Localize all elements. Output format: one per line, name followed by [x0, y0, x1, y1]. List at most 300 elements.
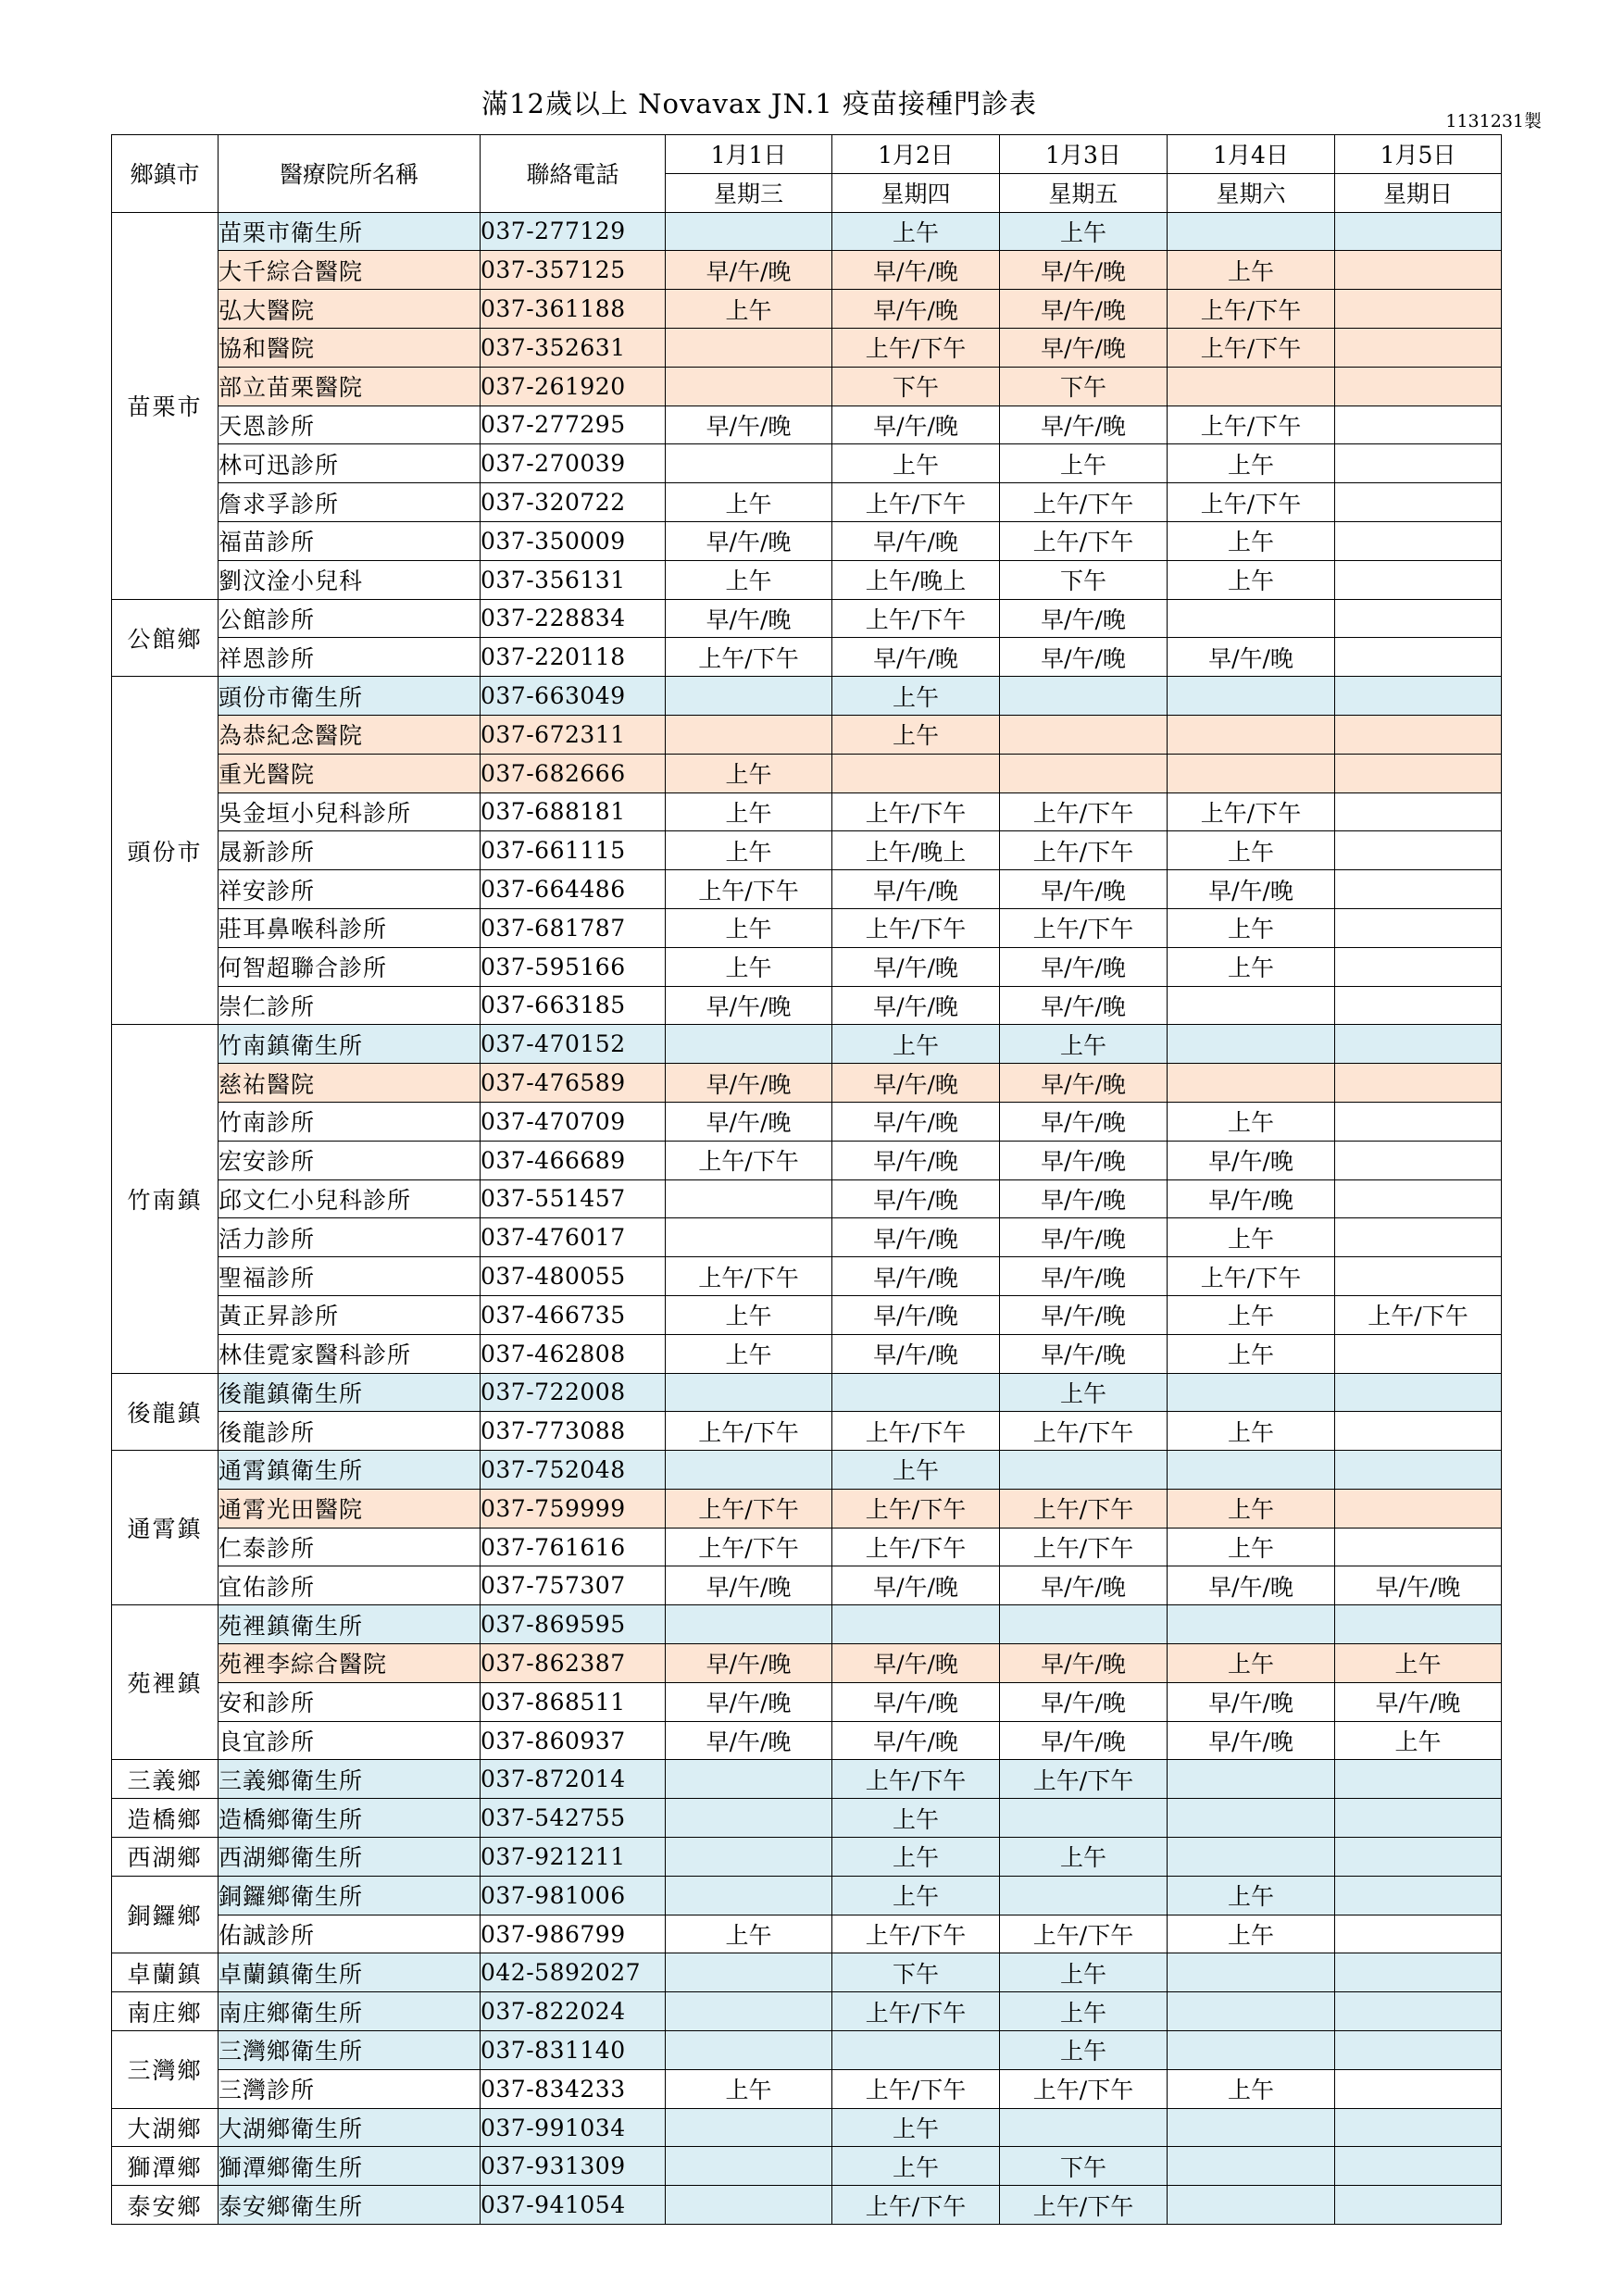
- session-cell: 上午: [1335, 1644, 1502, 1683]
- clinic-name-cell: 福苗診所: [219, 521, 481, 560]
- no-clinic-slash-cell: [1335, 290, 1502, 329]
- session-cell: 早/午/晚: [666, 599, 832, 638]
- no-clinic-slash-cell: [1335, 1760, 1502, 1799]
- no-clinic-slash-cell: [1168, 367, 1335, 406]
- no-clinic-slash-cell: [1335, 2031, 1502, 2070]
- table-row: [112, 2069, 1502, 2108]
- session-cell: 上午/下午: [832, 483, 1000, 522]
- session-cell: 上午/下午: [1000, 1528, 1168, 1566]
- session-cell: 早/午/晚: [1168, 1179, 1335, 1218]
- header-date: 1月2日: [832, 135, 1000, 174]
- phone-cell: 037-466689: [481, 1141, 666, 1179]
- no-clinic-slash-cell: [1335, 1915, 1502, 1953]
- session-cell: 上午/下午: [1168, 792, 1335, 831]
- table-row: [112, 367, 1502, 406]
- session-cell: 早/午/晚: [1000, 1566, 1168, 1605]
- session-cell: 早/午/晚: [1000, 1102, 1168, 1141]
- clinic-name-cell: 天恩診所: [219, 406, 481, 444]
- table-row: [112, 251, 1502, 290]
- township-cell: 三灣鄉: [112, 2031, 219, 2109]
- session-cell: 早/午/晚: [1168, 1721, 1335, 1760]
- session-cell: 上午/晚上: [832, 560, 1000, 599]
- table-row: [112, 1682, 1502, 1721]
- table-row: [112, 328, 1502, 367]
- session-cell: 下午: [1000, 560, 1168, 599]
- table-row: [112, 1489, 1502, 1528]
- session-cell: 上午/下午: [666, 1412, 832, 1451]
- phone-cell: 037-476017: [481, 1218, 666, 1257]
- session-cell: 上午/下午: [1168, 1257, 1335, 1296]
- clinic-name-cell: 竹南鎮衛生所: [219, 1025, 481, 1064]
- phone-cell: 037-822024: [481, 1992, 666, 2031]
- session-cell: 上午: [1168, 1412, 1335, 1451]
- no-clinic-slash-cell: [1335, 1334, 1502, 1373]
- no-clinic-slash-cell: [1335, 677, 1502, 716]
- clinic-name-cell: 後龍鎮衛生所: [219, 1373, 481, 1412]
- clinic-name-cell: 劉汶淦小兒科: [219, 560, 481, 599]
- session-cell: 上午/下午: [666, 870, 832, 909]
- clinic-name-cell: 慈祐醫院: [219, 1064, 481, 1103]
- phone-cell: 037-761616: [481, 1528, 666, 1566]
- session-cell: 上午: [832, 1451, 1000, 1490]
- clinic-name-cell: 黃正昇診所: [219, 1295, 481, 1334]
- session-cell: 早/午/晚: [1000, 1064, 1168, 1103]
- session-cell: 上午: [666, 831, 832, 870]
- session-cell: 早/午/晚: [832, 1682, 1000, 1721]
- table-row: [112, 947, 1502, 986]
- table-row: [112, 1257, 1502, 1296]
- clinic-name-cell: 大千綜合醫院: [219, 251, 481, 290]
- no-clinic-slash-cell: [1168, 1992, 1335, 2031]
- session-cell: 早/午/晚: [666, 406, 832, 444]
- session-cell: 下午: [1000, 2147, 1168, 2186]
- clinic-name-cell: 詹求孚診所: [219, 483, 481, 522]
- no-clinic-slash-cell: [1168, 2031, 1335, 2070]
- clinic-name-cell: 晟新診所: [219, 831, 481, 870]
- clinic-name-cell: 聖福診所: [219, 1257, 481, 1296]
- session-cell: 上午: [666, 1915, 832, 1953]
- no-clinic-slash-cell: [1168, 2186, 1335, 2225]
- no-clinic-slash-cell: [832, 754, 1000, 792]
- clinic-name-cell: 何智超聯合診所: [219, 947, 481, 986]
- clinic-name-cell: 莊耳鼻喉科診所: [219, 908, 481, 947]
- header-weekday: 星期五: [1000, 173, 1168, 212]
- clinic-name-cell: 西湖鄉衛生所: [219, 1838, 481, 1877]
- phone-cell: 037-759999: [481, 1489, 666, 1528]
- phone-cell: 037-470709: [481, 1102, 666, 1141]
- no-clinic-slash-cell: [1335, 1838, 1502, 1877]
- phone-cell: 037-661115: [481, 831, 666, 870]
- no-clinic-slash-cell: [1335, 444, 1502, 483]
- township-cell: 通霄鎮: [112, 1451, 219, 1605]
- no-clinic-slash-cell: [1168, 1451, 1335, 1490]
- clinic-name-cell: 重光醫院: [219, 754, 481, 792]
- clinic-name-cell: 宏安診所: [219, 1141, 481, 1179]
- phone-cell: 037-986799: [481, 1915, 666, 1953]
- table-row: [112, 1334, 1502, 1373]
- session-cell: 上午: [1168, 947, 1335, 986]
- no-clinic-slash-cell: [1335, 947, 1502, 986]
- phone-cell: 037-682666: [481, 754, 666, 792]
- session-cell: 上午/下午: [1168, 328, 1335, 367]
- session-cell: 早/午/晚: [1335, 1566, 1502, 1605]
- session-cell: 下午: [832, 1953, 1000, 1992]
- clinic-name-cell: 林佳霓家醫科診所: [219, 1334, 481, 1373]
- header-date: 1月3日: [1000, 135, 1168, 174]
- session-cell: 上午: [832, 2147, 1000, 2186]
- session-cell: 早/午/晚: [1000, 1295, 1168, 1334]
- session-cell: 上午: [1168, 1876, 1335, 1915]
- phone-cell: 037-228834: [481, 599, 666, 638]
- phone-cell: 037-773088: [481, 1412, 666, 1451]
- no-clinic-slash-cell: [1335, 560, 1502, 599]
- phone-cell: 037-352631: [481, 328, 666, 367]
- clinic-name-cell: 後龍診所: [219, 1412, 481, 1451]
- session-cell: 上午/下午: [832, 792, 1000, 831]
- no-clinic-slash-cell: [1335, 831, 1502, 870]
- session-cell: 早/午/晚: [832, 1295, 1000, 1334]
- no-clinic-slash-cell: [1335, 1953, 1502, 1992]
- session-cell: 早/午/晚: [1000, 251, 1168, 290]
- session-cell: 早/午/晚: [1000, 1644, 1168, 1683]
- header-weekday: 星期四: [832, 173, 1000, 212]
- session-cell: 上午/下午: [1000, 1760, 1168, 1799]
- session-cell: 早/午/晚: [1168, 1141, 1335, 1179]
- header-name: 醫療院所名稱: [219, 135, 481, 213]
- session-cell: 早/午/晚: [666, 1682, 832, 1721]
- no-clinic-slash-cell: [1335, 1025, 1502, 1064]
- table-row: [112, 1218, 1502, 1257]
- phone-cell: 037-270039: [481, 444, 666, 483]
- no-clinic-slash-cell: [666, 2147, 832, 2186]
- session-cell: 上午/下午: [832, 1489, 1000, 1528]
- no-clinic-slash-cell: [1335, 1412, 1502, 1451]
- clinic-name-cell: 卓蘭鎮衛生所: [219, 1953, 481, 1992]
- phone-cell: 037-931309: [481, 2147, 666, 2186]
- session-cell: 早/午/晚: [1000, 947, 1168, 986]
- session-cell: 上午: [1000, 444, 1168, 483]
- no-clinic-slash-cell: [1335, 1102, 1502, 1141]
- no-clinic-slash-cell: [1168, 2147, 1335, 2186]
- phone-cell: 037-831140: [481, 2031, 666, 2070]
- session-cell: 上午/下午: [832, 2186, 1000, 2225]
- no-clinic-slash-cell: [666, 1838, 832, 1877]
- clinic-name-cell: 部立苗栗醫院: [219, 367, 481, 406]
- clinic-name-cell: 南庄鄉衛生所: [219, 1992, 481, 2031]
- session-cell: 上午/下午: [832, 1915, 1000, 1953]
- table-header: [112, 135, 1502, 213]
- no-clinic-slash-cell: [1335, 792, 1502, 831]
- session-cell: 上午: [666, 1334, 832, 1373]
- header-date: 1月4日: [1168, 135, 1335, 174]
- phone-cell: 037-277295: [481, 406, 666, 444]
- phone-cell: 037-476589: [481, 1064, 666, 1103]
- session-cell: 上午/下午: [666, 1141, 832, 1179]
- session-cell: 上午: [832, 1838, 1000, 1877]
- no-clinic-slash-cell: [1335, 328, 1502, 367]
- clinic-name-cell: 公館診所: [219, 599, 481, 638]
- table-row: [112, 2186, 1502, 2225]
- no-clinic-slash-cell: [1335, 2147, 1502, 2186]
- township-cell: 後龍鎮: [112, 1373, 219, 1451]
- session-cell: 上午: [832, 1025, 1000, 1064]
- session-cell: 早/午/晚: [666, 521, 832, 560]
- no-clinic-slash-cell: [1335, 2108, 1502, 2147]
- no-clinic-slash-cell: [1335, 1528, 1502, 1566]
- township-cell: 造橋鄉: [112, 1799, 219, 1838]
- clinic-name-cell: 宜佑診所: [219, 1566, 481, 1605]
- session-cell: 上午: [666, 908, 832, 947]
- table-row: [112, 986, 1502, 1025]
- table-row: [112, 290, 1502, 329]
- session-cell: 早/午/晚: [832, 406, 1000, 444]
- phone-cell: 037-220118: [481, 638, 666, 677]
- table-row: [112, 1838, 1502, 1877]
- phone-cell: 037-941054: [481, 2186, 666, 2225]
- session-cell: 早/午/晚: [832, 1566, 1000, 1605]
- no-clinic-slash-cell: [666, 444, 832, 483]
- session-cell: 早/午/晚: [832, 1644, 1000, 1683]
- session-cell: 早/午/晚: [1000, 1721, 1168, 1760]
- clinic-name-cell: 祥恩診所: [219, 638, 481, 677]
- no-clinic-slash-cell: [1335, 2186, 1502, 2225]
- phone-cell: 037-663049: [481, 677, 666, 716]
- session-cell: 上午: [666, 1295, 832, 1334]
- phone-cell: 037-480055: [481, 1257, 666, 1296]
- table-row: [112, 521, 1502, 560]
- table-row: [112, 1064, 1502, 1103]
- session-cell: 上午: [1000, 1992, 1168, 2031]
- session-cell: 上午/下午: [832, 1760, 1000, 1799]
- no-clinic-slash-cell: [1335, 1876, 1502, 1915]
- table-row: [112, 406, 1502, 444]
- session-cell: 上午/下午: [666, 1528, 832, 1566]
- session-cell: 早/午/晚: [666, 1644, 832, 1683]
- session-cell: 上午/下午: [666, 1489, 832, 1528]
- clinic-name-cell: 崇仁診所: [219, 986, 481, 1025]
- session-cell: 上午: [666, 754, 832, 792]
- session-cell: 上午: [832, 1876, 1000, 1915]
- session-cell: 上午/下午: [1000, 1489, 1168, 1528]
- session-cell: 上午: [832, 2108, 1000, 2147]
- clinic-name-cell: 苑裡李綜合醫院: [219, 1644, 481, 1683]
- vaccination-schedule-table: [111, 134, 1502, 2225]
- table-row: [112, 908, 1502, 947]
- no-clinic-slash-cell: [1168, 715, 1335, 754]
- no-clinic-slash-cell: [1168, 1760, 1335, 1799]
- table-row: [112, 1373, 1502, 1412]
- phone-cell: 037-722008: [481, 1373, 666, 1412]
- no-clinic-slash-cell: [1335, 1992, 1502, 2031]
- session-cell: 早/午/晚: [832, 1334, 1000, 1373]
- clinic-name-cell: 獅潭鄉衛生所: [219, 2147, 481, 2186]
- no-clinic-slash-cell: [1335, 908, 1502, 947]
- session-cell: 上午: [1168, 444, 1335, 483]
- session-cell: 上午: [1000, 1025, 1168, 1064]
- table-row: [112, 1451, 1502, 1490]
- township-cell: 銅鑼鄉: [112, 1876, 219, 1953]
- session-cell: 早/午/晚: [666, 1721, 832, 1760]
- phone-cell: 037-664486: [481, 870, 666, 909]
- no-clinic-slash-cell: [666, 328, 832, 367]
- table-row: [112, 560, 1502, 599]
- session-cell: 早/午/晚: [832, 1141, 1000, 1179]
- session-cell: 早/午/晚: [832, 1064, 1000, 1103]
- no-clinic-slash-cell: [1335, 483, 1502, 522]
- table-row: [112, 599, 1502, 638]
- no-clinic-slash-cell: [1335, 367, 1502, 406]
- no-clinic-slash-cell: [1335, 521, 1502, 560]
- no-clinic-slash-cell: [1335, 638, 1502, 677]
- session-cell: 早/午/晚: [1000, 638, 1168, 677]
- no-clinic-slash-cell: [1168, 1373, 1335, 1412]
- table-row: [112, 715, 1502, 754]
- clinic-name-cell: 銅鑼鄉衛生所: [219, 1876, 481, 1915]
- no-clinic-slash-cell: [666, 1876, 832, 1915]
- session-cell: 上午/晚上: [832, 831, 1000, 870]
- no-clinic-slash-cell: [1335, 1257, 1502, 1296]
- header-weekday: 星期三: [666, 173, 832, 212]
- session-cell: 上午: [1000, 2031, 1168, 2070]
- session-cell: 上午: [1168, 2069, 1335, 2108]
- table-row: [112, 1992, 1502, 2031]
- no-clinic-slash-cell: [666, 1605, 832, 1644]
- header-weekday: 星期六: [1168, 173, 1335, 212]
- table-row: [112, 1953, 1502, 1992]
- clinic-name-cell: 活力診所: [219, 1218, 481, 1257]
- phone-cell: 037-277129: [481, 212, 666, 251]
- no-clinic-slash-cell: [1335, 1605, 1502, 1644]
- session-cell: 上午/下午: [832, 1412, 1000, 1451]
- table-row: [112, 444, 1502, 483]
- session-cell: 早/午/晚: [666, 1566, 832, 1605]
- session-cell: 早/午/晚: [1000, 599, 1168, 638]
- table-body: [112, 212, 1502, 2224]
- session-cell: 上午: [1168, 1218, 1335, 1257]
- phone-cell: 037-595166: [481, 947, 666, 986]
- clinic-name-cell: 竹南診所: [219, 1102, 481, 1141]
- no-clinic-slash-cell: [832, 1373, 1000, 1412]
- table-row: [112, 483, 1502, 522]
- session-cell: 早/午/晚: [832, 1179, 1000, 1218]
- no-clinic-slash-cell: [832, 1605, 1000, 1644]
- session-cell: 上午: [1168, 1489, 1335, 1528]
- session-cell: 上午/下午: [1000, 792, 1168, 831]
- header-date: 1月5日: [1335, 135, 1502, 174]
- no-clinic-slash-cell: [1335, 870, 1502, 909]
- session-cell: 上午/下午: [832, 1528, 1000, 1566]
- no-clinic-slash-cell: [1335, 1141, 1502, 1179]
- no-clinic-slash-cell: [1168, 1064, 1335, 1103]
- session-cell: 上午/下午: [1000, 1412, 1168, 1451]
- no-clinic-slash-cell: [1335, 212, 1502, 251]
- table-row: [112, 212, 1502, 251]
- session-cell: 早/午/晚: [1000, 406, 1168, 444]
- session-cell: 上午/下午: [666, 1257, 832, 1296]
- session-cell: 上午: [666, 290, 832, 329]
- header-phone: 聯絡電話: [481, 135, 666, 213]
- session-cell: 早/午/晚: [666, 251, 832, 290]
- clinic-name-cell: 吳金垣小兒科診所: [219, 792, 481, 831]
- no-clinic-slash-cell: [1000, 677, 1168, 716]
- session-cell: 早/午/晚: [832, 1721, 1000, 1760]
- session-cell: 上午: [1000, 212, 1168, 251]
- no-clinic-slash-cell: [666, 1953, 832, 1992]
- session-cell: 上午: [666, 947, 832, 986]
- session-cell: 上午: [666, 2069, 832, 2108]
- no-clinic-slash-cell: [666, 1451, 832, 1490]
- session-cell: 早/午/晚: [1335, 1682, 1502, 1721]
- header-town: 鄉鎮市: [112, 135, 219, 213]
- table-row: [112, 1141, 1502, 1179]
- clinic-name-cell: 三義鄉衛生所: [219, 1760, 481, 1799]
- session-cell: 早/午/晚: [1000, 290, 1168, 329]
- phone-cell: 037-868511: [481, 1682, 666, 1721]
- clinic-name-cell: 安和診所: [219, 1682, 481, 1721]
- phone-cell: 037-320722: [481, 483, 666, 522]
- township-cell: 獅潭鄉: [112, 2147, 219, 2186]
- session-cell: 上午/下午: [1000, 2069, 1168, 2108]
- session-cell: 上午/下午: [832, 599, 1000, 638]
- clinic-name-cell: 通霄鎮衛生所: [219, 1451, 481, 1490]
- session-cell: 上午: [1168, 1915, 1335, 1953]
- session-cell: 早/午/晚: [666, 1064, 832, 1103]
- clinic-name-cell: 仁泰診所: [219, 1528, 481, 1566]
- phone-cell: 037-672311: [481, 715, 666, 754]
- session-cell: 早/午/晚: [832, 986, 1000, 1025]
- phone-cell: 037-981006: [481, 1876, 666, 1915]
- no-clinic-slash-cell: [1168, 1605, 1335, 1644]
- session-cell: 上午: [832, 677, 1000, 716]
- no-clinic-slash-cell: [1335, 1218, 1502, 1257]
- phone-cell: 037-757307: [481, 1566, 666, 1605]
- table-row: [112, 754, 1502, 792]
- no-clinic-slash-cell: [1335, 754, 1502, 792]
- session-cell: 上午: [1168, 908, 1335, 947]
- session-cell: 早/午/晚: [832, 521, 1000, 560]
- phone-cell: 037-361188: [481, 290, 666, 329]
- no-clinic-slash-cell: [832, 2031, 1000, 2070]
- session-cell: 早/午/晚: [832, 290, 1000, 329]
- session-cell: 早/午/晚: [832, 1102, 1000, 1141]
- phone-cell: 037-860937: [481, 1721, 666, 1760]
- clinic-name-cell: 三灣鄉衛生所: [219, 2031, 481, 2070]
- session-cell: 早/午/晚: [1000, 870, 1168, 909]
- clinic-name-cell: 頭份市衛生所: [219, 677, 481, 716]
- clinic-name-cell: 林可迅診所: [219, 444, 481, 483]
- no-clinic-slash-cell: [1000, 1451, 1168, 1490]
- township-cell: 苗栗市: [112, 212, 219, 599]
- no-clinic-slash-cell: [1168, 677, 1335, 716]
- no-clinic-slash-cell: [1000, 754, 1168, 792]
- phone-cell: 037-681787: [481, 908, 666, 947]
- phone-cell: 037-752048: [481, 1451, 666, 1490]
- session-cell: 上午: [832, 212, 1000, 251]
- table-row: [112, 1295, 1502, 1334]
- no-clinic-slash-cell: [1335, 1489, 1502, 1528]
- session-cell: 上午/下午: [832, 1992, 1000, 2031]
- session-cell: 早/午/晚: [1000, 1682, 1168, 1721]
- session-cell: 上午: [832, 444, 1000, 483]
- session-cell: 上午/下午: [1000, 831, 1168, 870]
- no-clinic-slash-cell: [1335, 1799, 1502, 1838]
- phone-cell: 037-991034: [481, 2108, 666, 2147]
- no-clinic-slash-cell: [666, 1025, 832, 1064]
- phone-cell: 037-862387: [481, 1644, 666, 1683]
- session-cell: 早/午/晚: [666, 1102, 832, 1141]
- clinic-name-cell: 弘大醫院: [219, 290, 481, 329]
- no-clinic-slash-cell: [666, 2186, 832, 2225]
